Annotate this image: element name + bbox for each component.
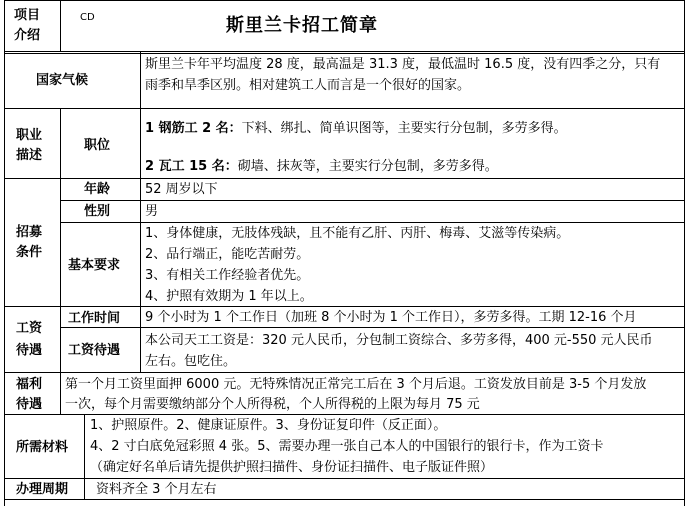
job-label-1: 职业 xyxy=(16,128,43,143)
page-title: 斯里兰卡招工简章 xyxy=(226,15,378,36)
materials-line2: 4、2 寸白底免冠彩照 4 张。5、需要办理一张自己本人的中国银行的银行卡，作为工资卡 xyxy=(90,439,604,454)
row-divider-job xyxy=(4,178,685,179)
climate-label: 国家气候 xyxy=(36,73,89,88)
row-divider-hours xyxy=(60,327,685,328)
welfare-text-line2: 一次，每个月需要缴纳部分个人所得税，个人所得税的上限为每月 75 元 xyxy=(65,397,480,412)
pay-text-line2: 左右。包吃住。 xyxy=(145,354,237,369)
materials-label: 所需材料 xyxy=(16,440,69,455)
gender-label: 性别 xyxy=(84,204,111,219)
work-hours-value: 9 个小时为 1 个工作日（加班 8 个小时为 1 个工作日），多劳多得。工期 12-16 个月 xyxy=(145,310,637,325)
welfare-label-2: 待遇 xyxy=(16,397,43,412)
row-divider-period xyxy=(4,499,685,500)
row-divider-climate xyxy=(4,108,685,109)
period-label: 办理周期 xyxy=(16,482,69,497)
materials-line1: 1、护照原件。2、健康证原件。3、身份证复印件（反正面）。 xyxy=(90,418,447,433)
recruit-label-2: 条件 xyxy=(16,245,43,260)
welfare-text-line1: 第一个月工资里面押 6000 元。无特殊情况正常完工后在 3 个月后退。工资发放目前是 3-5 个月发放 xyxy=(65,377,647,392)
table-border-top xyxy=(4,0,685,1)
job-item-1 xyxy=(145,121,567,137)
requirement-1: 1、身体健康，无肢体残缺，且不能有乙肝、丙肝、梅毒、艾滋等传染病。 xyxy=(145,226,570,241)
work-hours-label: 工作时间 xyxy=(68,311,121,326)
salary-label-1: 工资 xyxy=(16,321,43,336)
project-label-1: 项目 xyxy=(14,8,41,23)
col-divider-value xyxy=(140,108,141,372)
climate-text-line1: 斯里兰卡年平均温度 28 度，最高温是 31.3 度，最低温时 16.5 度，没有四季之分，只有 xyxy=(145,57,661,72)
requirement-3: 3、有相关工作经验者优先。 xyxy=(145,268,310,283)
row-divider-welfare xyxy=(4,414,685,415)
col-divider-climate xyxy=(140,52,141,108)
period-value: 资料齐全 3 个月左右 xyxy=(96,482,217,497)
climate-text-line2: 雨季和旱季区别。相对建筑工人而言是一个很好的国家。 xyxy=(145,78,471,93)
row-divider-age xyxy=(60,200,685,201)
job-label-2: 描述 xyxy=(16,148,43,163)
age-label: 年龄 xyxy=(84,182,111,197)
project-code: CD xyxy=(80,12,95,23)
position-label: 职位 xyxy=(84,138,111,153)
materials-line3: （确定好名单后请先提供护照扫描件、身份证扫描件、电子版证件照） xyxy=(90,460,494,475)
row-divider-gender xyxy=(60,222,685,223)
pay-label: 工资待遇 xyxy=(68,343,121,358)
table-border-left xyxy=(4,0,5,506)
requirement-4: 4、护照有效期为 1 年以上。 xyxy=(145,289,313,304)
pay-text-line1: 本公司天工工资是：320 元人民币，分包制工资综合、多劳多得，400 元-550 元人民币 xyxy=(145,333,653,348)
col-divider-welfare xyxy=(60,372,61,414)
job-item-1-text: 下料、绑扎、简单识图等，主要实行分包制，多劳多得。 xyxy=(241,121,567,136)
gender-value: 男 xyxy=(145,204,159,219)
age-value: 52 周岁以下 xyxy=(145,182,218,197)
welfare-label-1: 福利 xyxy=(16,377,43,392)
requirement-2: 2、品行端正，能吃苦耐劳。 xyxy=(145,247,310,262)
salary-label-2: 待遇 xyxy=(16,343,43,358)
job-item-1-head: 1 钢筋工 2 名： xyxy=(145,121,242,136)
col-divider-materials xyxy=(84,414,85,499)
col-divider-header xyxy=(60,0,61,52)
job-item-2 xyxy=(145,159,498,175)
row-divider-header xyxy=(4,51,685,54)
col-divider-sub xyxy=(60,108,61,372)
job-item-2-head: 2 瓦工 15 名： xyxy=(145,159,238,174)
row-divider-recruit xyxy=(4,306,685,307)
recruit-label-1: 招募 xyxy=(16,225,43,240)
table-border-right xyxy=(684,0,685,506)
job-item-2-text: 砌墙、抹灰等，主要实行分包制，多劳多得。 xyxy=(237,159,498,174)
basic-requirements-label: 基本要求 xyxy=(68,258,121,273)
row-divider-materials xyxy=(4,478,685,479)
project-label-2: 介绍 xyxy=(14,28,41,43)
row-divider-salary xyxy=(4,372,685,373)
